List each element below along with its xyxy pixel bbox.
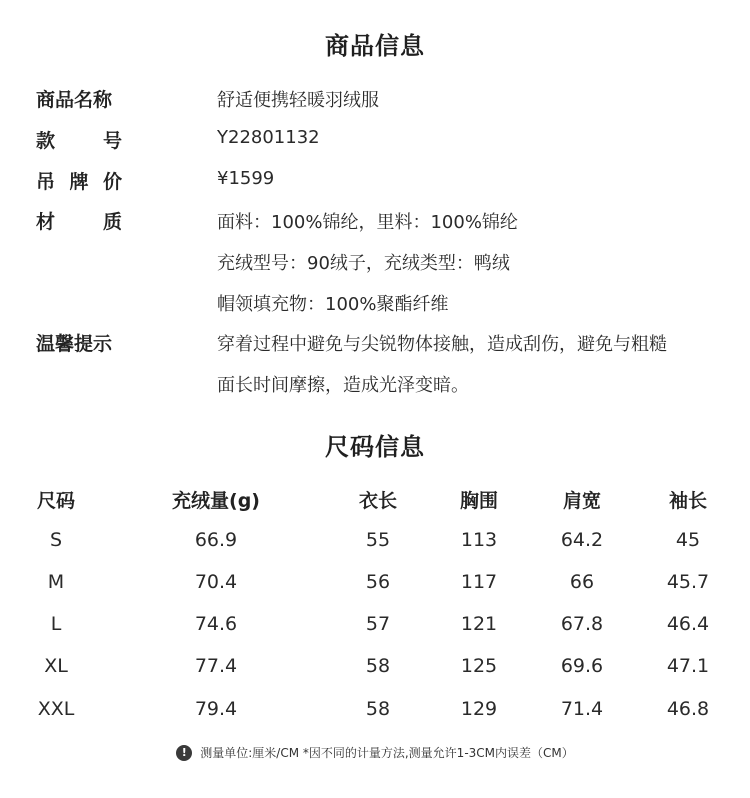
- cell-sleeve: 45: [675, 529, 701, 551]
- cell-shoulder: 66: [569, 571, 595, 593]
- label-tag-price-char-2: 牌: [69, 171, 89, 193]
- cell-size: L: [50, 613, 62, 635]
- cell-down-fill: 74.6: [194, 613, 238, 635]
- cell-chest: 117: [460, 571, 498, 593]
- cell-chest: 129: [460, 698, 498, 720]
- cell-sleeve: 46.8: [666, 698, 710, 720]
- value-tag-price: ¥1599: [217, 168, 275, 189]
- cell-length: 55: [365, 529, 391, 551]
- label-care-tips: 温馨提示: [36, 333, 113, 355]
- cell-down-fill: 66.9: [194, 529, 238, 551]
- cell-length: 57: [365, 613, 391, 635]
- header-length: 衣长: [358, 490, 398, 512]
- label-style-number-char-1: 款: [36, 130, 56, 152]
- header-sleeve: 袖长: [668, 490, 708, 512]
- cell-chest: 113: [460, 529, 498, 551]
- value-product-name: 舒适便携轻暖羽绒服: [217, 90, 379, 111]
- header-down-fill: 充绒量(g): [172, 490, 260, 512]
- value-care-tips-line-2: 面长时间摩擦，造成光泽变暗。: [217, 375, 469, 396]
- header-chest: 胸围: [459, 490, 499, 512]
- header-shoulder: 肩宽: [562, 490, 602, 512]
- measurement-note-text: 测量单位:厘米/CM *因不同的计量方法,测量允许1-3CM内误差（CM）: [200, 746, 574, 760]
- cell-length: 58: [365, 655, 391, 677]
- label-style-number: [36, 126, 122, 153]
- cell-size: M: [47, 571, 65, 593]
- header-size: 尺码: [36, 490, 76, 512]
- cell-size: XXL: [37, 698, 75, 720]
- cell-down-fill: 79.4: [194, 698, 238, 720]
- cell-size: S: [49, 529, 63, 551]
- label-product-name: 商品名称: [36, 89, 113, 111]
- label-material-char-2: 质: [102, 211, 122, 233]
- cell-sleeve: 46.4: [666, 613, 710, 635]
- measurement-note: [0, 744, 750, 761]
- label-material-char-1: 材: [36, 211, 56, 233]
- value-material-fill: 充绒型号：90绒子，充绒类型：鸭绒: [217, 253, 510, 274]
- cell-chest: 121: [460, 613, 498, 635]
- cell-length: 58: [365, 698, 391, 720]
- value-care-tips-line-1: 穿着过程中避免与尖锐物体接触，造成刮伤，避免与粗糙: [217, 334, 667, 355]
- value-material-fabric: 面料：100%锦纶，里料：100%锦纶: [217, 212, 518, 233]
- label-tag-price-char-1: 吊: [36, 171, 56, 193]
- cell-chest: 125: [460, 655, 498, 677]
- label-material: [36, 207, 122, 234]
- value-material-hood: 帽领填充物：100%聚酯纤维: [217, 294, 449, 315]
- cell-shoulder: 71.4: [560, 698, 604, 720]
- cell-shoulder: 67.8: [560, 613, 604, 635]
- exclamation-icon: !: [176, 745, 192, 761]
- cell-shoulder: 69.6: [560, 655, 604, 677]
- cell-down-fill: 77.4: [194, 655, 238, 677]
- label-style-number-char-2: 号: [102, 130, 122, 152]
- cell-sleeve: 45.7: [666, 571, 710, 593]
- cell-length: 56: [365, 571, 391, 593]
- cell-down-fill: 70.4: [194, 571, 238, 593]
- product-info-title: 商品信息: [325, 32, 425, 60]
- value-style-number: Y22801132: [217, 127, 320, 148]
- label-tag-price-char-3: 价: [102, 171, 122, 193]
- cell-sleeve: 47.1: [666, 655, 710, 677]
- cell-shoulder: 64.2: [560, 529, 604, 551]
- size-info-title: 尺码信息: [325, 433, 425, 461]
- label-tag-price: [36, 167, 122, 194]
- cell-size: XL: [44, 655, 68, 677]
